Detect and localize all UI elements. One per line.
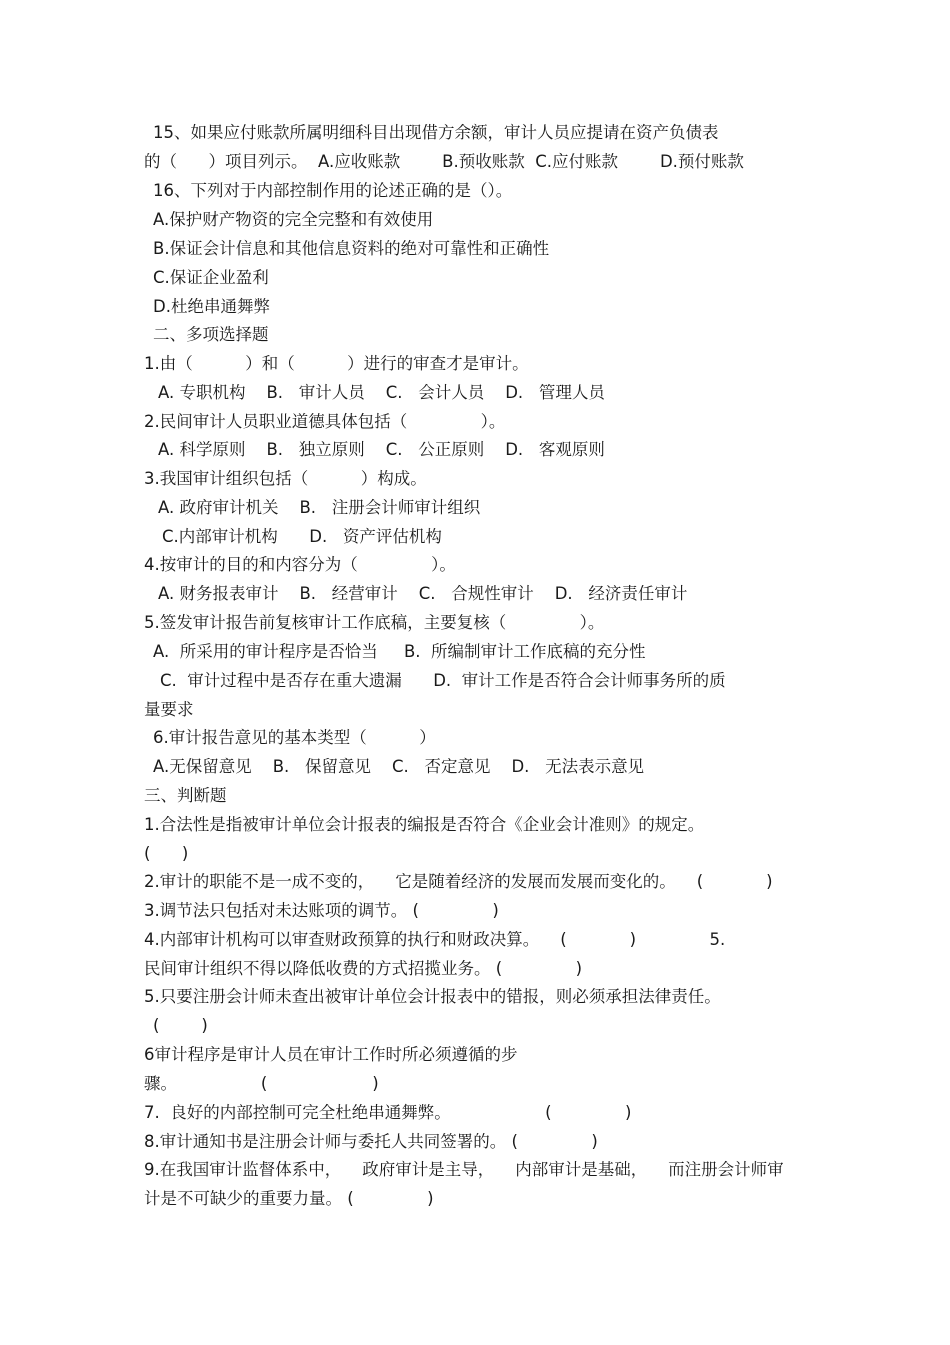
text-line: C. 审计过程中是否存在重大遗漏 D. 审计工作是否符合会计师事务所的质 (160, 671, 726, 690)
text-line: 量要求 (144, 700, 194, 719)
text-line: 民间审计组织不得以降低收费的方式招揽业务。 ( ) (144, 959, 583, 978)
text-line: 的（ ）项目列示。 A.应收账款 B.预收账款 C.应付账款 D.预付账款 (144, 152, 744, 171)
text-line: 16、下列对于内部控制作用的论述正确的是（）。 (153, 181, 513, 200)
text-line: 2.民间审计人员职业道德具体包括（ ）。 (144, 412, 506, 431)
text-line: 4.按审计的目的和内容分为（ ）。 (144, 555, 456, 574)
text-line: ( ) (144, 844, 189, 863)
section-heading: 二、多项选择题 (153, 325, 269, 344)
text-line: 1.由（ ）和（ ）进行的审查才是审计。 (144, 354, 529, 373)
text-line: C.保证企业盈利 (153, 268, 269, 287)
text-line: 8.审计通知书是注册会计师与委托人共同签署的。 ( ) (144, 1132, 598, 1151)
text-line: 2.审计的职能不是一成不变的， 它是随着经济的发展而发展而变化的。 ( ) (144, 872, 773, 891)
text-line: 计是不可缺少的重要力量。 ( ) (144, 1189, 434, 1208)
text-line: 7. 良好的内部控制可完全杜绝串通舞弊。 ( ) (144, 1103, 632, 1122)
text-line: A. 所采用的审计程序是否恰当 B. 所编制审计工作底稿的充分性 (153, 642, 646, 661)
text-line: B.保证会计信息和其他信息资料的绝对可靠性和正确性 (153, 239, 550, 258)
text-line: ( ) (153, 1016, 208, 1035)
text-line: 3.我国审计组织包括（ ）构成。 (144, 469, 427, 488)
text-line: 3.调节法只包括对未达账项的调节。 ( ) (144, 901, 499, 920)
text-line: D.杜绝串通舞弊 (153, 297, 270, 316)
text-line: 6审计程序是审计人员在审计工作时所必须遵循的步 (144, 1045, 518, 1064)
text-line: A. 财务报表审计 B. 经营审计 C. 合规性审计 D. 经济责任审计 (158, 584, 688, 603)
text-line: 1.合法性是指被审计单位会计报表的编报是否符合《企业会计准则》的规定。 (144, 815, 705, 834)
text-line: 5.只要注册会计师未查出被审计单位会计报表中的错报，则必须承担法律责任。 (144, 987, 721, 1006)
section-heading: 三、判断题 (144, 786, 227, 805)
text-line: 15、如果应付账款所属明细科目出现借方余额，审计人员应提请在资产负债表 (153, 123, 719, 142)
text-line: A.无保留意见 B. 保留意见 C. 否定意见 D. 无法表示意见 (153, 757, 645, 776)
text-line: 骤。 ( ) (144, 1074, 379, 1093)
text-line: 5.签发审计报告前复核审计工作底稿，主要复核（ ）。 (144, 613, 605, 632)
text-line: 4.内部审计机构可以审查财政预算的执行和财政决算。 ( ) 5. (144, 930, 726, 949)
text-line: A. 专职机构 B. 审计人员 C. 会计人员 D. 管理人员 (158, 383, 605, 402)
text-line: A. 科学原则 B. 独立原则 C. 公正原则 D. 客观原则 (158, 440, 605, 459)
text-line: A.保护财产物资的完全完整和有效使用 (153, 210, 434, 229)
text-line: C.内部审计机构 D. 资产评估机构 (162, 527, 442, 546)
text-line: A. 政府审计机关 B. 注册会计师审计组织 (158, 498, 481, 517)
text-line: 9.在我国审计监督体系中， 政府审计是主导， 内部审计是基础， 而注册会计师审 (144, 1160, 784, 1179)
text-line: 6.审计报告意见的基本类型（ ） (153, 728, 436, 747)
